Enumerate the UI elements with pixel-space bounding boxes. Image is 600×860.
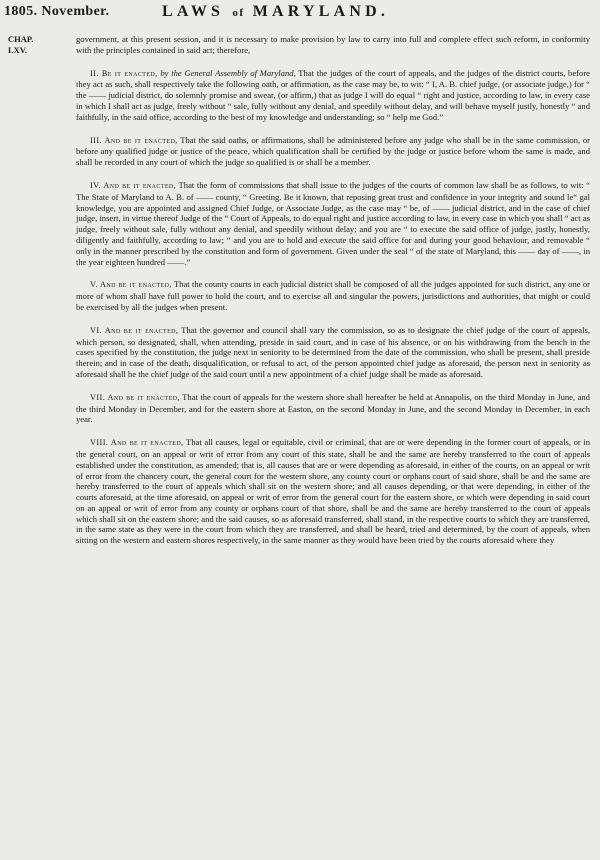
running-title-of: of [232,7,245,19]
section-7-text: That the court of appeals for the western shore shall hereafter be held at Annapolis, on the third Monday in June, and the third Monday in December, and for the eastern shore at Easton, on the second Monday in June, and the second Monday in December, in each year. [76,391,590,425]
section-7 [76,392,590,425]
section-4-lead: IV. And be it enacted, [90,180,177,190]
chapter-label: CHAP. [8,34,34,44]
chapter-number: LXV. [8,45,27,55]
chapter-margin-note [8,34,54,56]
section-4-text: That the form of commissions that shall issue to the judges of the courts of common law shall be as follows, to wit: “ The State of Maryland to A. B. of —— county, “ Greeting. Be it known, that reposing great trust and confidence in your integrity and sound le“ gal knowledge, you are appointed and assigned Chief Judge, or Associate Judge, as the case may “ be, of —— judicial district, and in the case of chief judge, insert, in virtue thereof Judge of the “ Court of Appeals, to do equal right and justice according to law, in every case in which you shall “ act as judge, freely without sale, fully without any denial, and speedily without delay; and you are “ to execute the said office of judge, justly, honestly, diligently and faithfully, according to law; “ and you are to hold and execute the said office for and during your good behaviour, and removable “ only in the manner prescribed by the constitution and form of government. Given under the seal “ of the state of Maryland, this —— day of ——, in the year eighteen hundred ——.” [76,179,590,267]
section-8 [76,437,590,546]
section-3-lead: III. And be it enacted, [90,135,178,145]
section-2-lead: II. Be it enacted, [90,68,158,78]
section-8-lead: VIII. And be it enacted, [90,438,184,448]
section-2-enacting-body: by the General Assembly of Maryland, [157,67,296,78]
section-2-text: That the judges of the court of appeals, and the judges of the district courts, before they act as such, shall respectively take the following oath, or affirmation, as the case may be, to wit: “ I, A. B. chief judge, (or associate judge,) for “ the —— judicial district, do solemnly promise and swear, (or affirm,) that as judge I will do equal “ right and justice, according to law, in every case in which I shall act as judge, freely without “ sale, fully without any denial, and speedily without delay, and will behave myself justly, honestly “ and faithfully, in the said office, according to the best of my knowledge and understanding; so “ help me God.” [76,67,590,122]
section-2 [76,68,590,123]
section-7-lead: VII. And be it enacted, [90,392,180,402]
section-6 [76,325,590,380]
section-5 [76,279,590,312]
page-header [4,4,592,24]
section-3-text: That the said oaths, or affirmations, shall be administered before any judge who shall be in the same commission, or before any qualified judge or justice of the peace, which qualification shall be certified by the judge or justice before whom the same is made, and shall be recorded in any court of which the judge so qualified is or shall be a member. [76,134,590,168]
paragraph-continuation: government, at this present session, and it is necessary to make provision by law to carry into full and complete effect such reform, in conformity with the principles contained in said act; therefore, [76,34,590,55]
statute-body [76,34,590,546]
header-year-month: 1805. November. [4,4,110,19]
running-title-laws: LAWS [162,3,225,20]
section-5-lead: V. And be it enacted, [90,280,172,290]
section-8-text: That all causes, legal or equitable, civil or criminal, that are or were depending in the former court of appeals, or in the general court, on an appeal or writ of error from any court of this state, shall be and the same are hereby transferred to the court of appeals established under the constitution, as amended; that is, all causes that are or were depending as aforesaid, in either of the courts, on an appeal or writ of error from the chancery court, the general court for the western shore, any county court or orphans court of said shore, shall be and the same are hereby transferred to the court of appeals which shall sit on the western shore; and all causes depending, or that were depending, in either of the courts aforesaid, at the time aforesaid, on appeal or writ of error from the general court for the eastern shore, or which were depending in said court on an appeal or writ of error from any county or orphans court of that shore, shall be and the same are hereby transferred to the court of appeals which shall sit on the eastern shore; and the said causes, so as aforesaid transferred, shall stand, in the respective courts to which they are transferred, in the same state as they were in the court from which they are transferred, and shall be heard, tried and determined, by the court of appeals, when sitting on the western and eastern shores respectively, in the same manner as they would have been tried by the courts aforesaid where they [76,437,590,546]
section-6-lead: VI. And be it enacted, [90,325,179,335]
running-title-maryland: MARYLAND. [252,3,390,20]
section-4 [76,180,590,267]
section-6-text: That the governor and council shall vary the commission, so as to designate the chief judge of the court of appeals, which person, so designated, shall, when attending, preside in said court, and in case of his absence, or on his withdrawing from the bench in the cases specified by the constitution, the judge next in seniority to be determined from the date of the commission, who shall be present, shall preside therein; and in case of the death, disqualification, or refusal to act, of the person appointed chief judge as aforesaid, the person next in seniority as aforesaid shall be the chief judge of the said court until a new appointment of a chief judge shall be made as aforesaid. [76,324,590,379]
running-title [162,3,389,21]
section-5-text: That the county courts in each judicial district shall be composed of all the judges appointed for such district, any one or more of whom shall have full power to hold the court, and to exercise all and singular the powers, jurisdictions and authorities, that might or could be exercised by all the judges when present. [76,279,590,312]
section-3 [76,135,590,168]
